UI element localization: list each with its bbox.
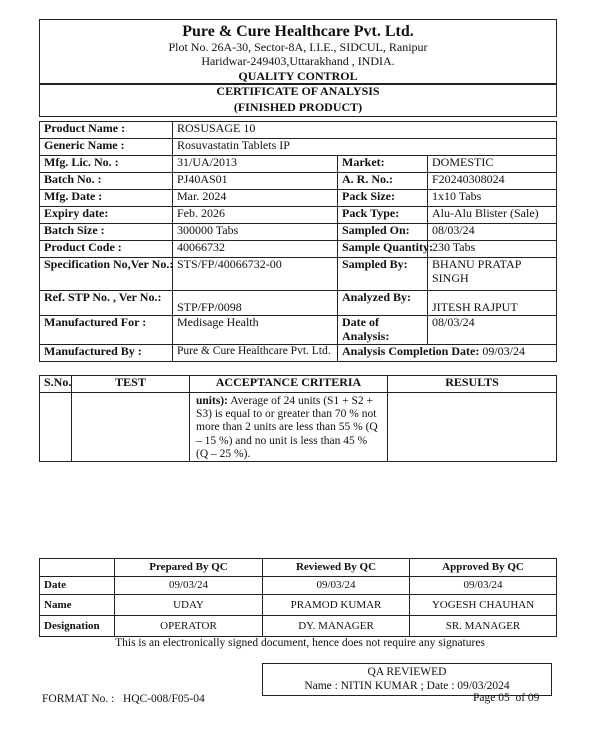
criteria-text: Average of 24 units (S1 + S2 + S3) is equal to or greater than 70 % not more than 2 units are less than 55 % (Q – 15 %) and no unit is less than 45 % (Q – 25 %). [196,395,378,460]
result-cell [388,393,557,462]
results-table [39,375,557,462]
name-label: Name [40,595,115,616]
batch-no-label: Batch No. : [40,173,173,190]
market-value: DOMESTIC [428,156,557,173]
table-row [40,241,557,258]
approved-by-header: Approved By QC [410,559,557,577]
signoff-header-blank [40,559,115,577]
batch-no-value: PJ40AS01 [173,173,338,190]
mfg-lic-value: 31/UA/2013 [173,156,338,173]
approved-date: 09/03/24 [410,577,557,595]
pack-type-value: Alu-Alu Blister (Sale) [428,207,557,224]
sampled-on-value: 08/03/24 [428,224,557,241]
pack-type-label: Pack Type: [338,207,428,224]
qa-reviewed-line: Name : NITIN KUMAR ; Date : 09/03/2024 [304,680,510,693]
date-of-analysis-label: Date of Analysis: [338,316,428,345]
format-number: FORMAT No. : HQC-008/F05-04 [42,693,205,705]
table-row [40,393,557,462]
table-row [40,316,557,345]
esign-note: This is an electronically signed document, hence does not require any signatures [115,637,485,649]
ref-stp-value: STP/FP/0098 [173,291,338,316]
col-header-criteria: ACCEPTANCE CRITERIA [190,376,388,393]
table-header-row [40,559,557,577]
completion-value: 09/03/24 [482,343,526,358]
table-row [40,122,557,139]
analyzed-by-value: JITESH RAJPUT [428,291,557,316]
designation-label: Designation [40,616,115,637]
table-row [40,207,557,224]
table-row [40,258,557,291]
reviewed-designation: DY. MANAGER [263,616,410,637]
product-name-value: ROSUSAGE 10 [173,122,557,139]
sampled-by-label: Sampled By: [338,258,428,291]
mfg-date-value: Mar. 2024 [173,190,338,207]
prepared-name: UDAY [115,595,263,616]
mfd-by-label: Manufactured By : [40,344,173,361]
col-header-sno: S.No. [40,376,72,393]
sampled-by-value: BHANU PRATAP SINGH [428,258,557,291]
date-label: Date [40,577,115,595]
table-row [40,173,557,190]
market-label: Market: [338,156,428,173]
mfg-date-label: Mfg. Date : [40,190,173,207]
approved-designation: SR. MANAGER [410,616,557,637]
prepared-designation: OPERATOR [115,616,263,637]
generic-name-value: Rosuvastatin Tablets IP [173,139,557,156]
spec-value: STS/FP/40066732-00 [173,258,338,291]
prepared-by-header: Prepared By QC [115,559,263,577]
pack-size-value: 1x10 Tabs [428,190,557,207]
table-row [40,291,557,316]
table-row [40,156,557,173]
date-of-analysis-value: 08/03/24 [428,316,557,345]
company-address-line2: Haridwar-249403,Uttarakhand , INDIA. [201,53,395,68]
company-name: Pure & Cure Healthcare Pvt. Ltd. [182,23,414,40]
mfd-for-label: Manufactured For : [40,316,173,345]
table-row [40,595,557,616]
product-code-value: 40066732 [173,241,338,258]
certificate-title-box [39,83,557,117]
expiry-label: Expiry date: [40,207,173,224]
approved-name: YOGESH CHAUHAN [410,595,557,616]
sample-qty-value: 230 Tabs [428,241,557,258]
signoff-table [39,558,557,637]
batch-size-value: 300000 Tabs [173,224,338,241]
sno-cell [40,393,72,462]
table-row [40,190,557,207]
company-address-line1: Plot No. 26A-30, Sector-8A, I.I.E., SIDCUL, Ranipur [168,40,428,54]
table-row [40,616,557,637]
product-code-label: Product Code : [40,241,173,258]
table-row [40,577,557,595]
product-info-table [39,121,557,362]
mfd-by-value: Pure & Cure Healthcare Pvt. Ltd. [173,344,338,361]
certificate-title: CERTIFICATE OF ANALYSIS [216,84,380,98]
criteria-cell [190,393,388,462]
reviewed-name: PRAMOD KUMAR [263,595,410,616]
pack-size-label: Pack Size: [338,190,428,207]
mfd-for-value: Medisage Health [173,316,338,345]
spec-label: Specification No,Ver No.: [40,258,173,291]
batch-size-label: Batch Size : [40,224,173,241]
ref-stp-label: Ref. STP No. , Ver No.: [40,291,173,316]
sampled-on-label: Sampled On: [338,224,428,241]
analyzed-by-label: Analyzed By: [338,291,428,316]
ar-no-label: A. R. No.: [338,173,428,190]
certificate-subtitle: (FINISHED PRODUCT) [233,99,363,114]
test-cell [72,393,190,462]
company-header [39,19,557,85]
completion-label: Analysis Completion Date: [342,343,480,358]
table-header-row [40,376,557,393]
completion-cell [338,344,557,361]
page-number: Page 05 of 09 [473,692,540,704]
table-row [40,224,557,241]
reviewed-by-header: Reviewed By QC [263,559,410,577]
qa-reviewed-title: QA REVIEWED [367,666,447,678]
table-row [40,344,557,361]
mfg-lic-label: Mfg. Lic. No. : [40,156,173,173]
prepared-date: 09/03/24 [115,577,263,595]
col-header-test: TEST [72,376,190,393]
criteria-bold: units): [196,395,228,407]
reviewed-date: 09/03/24 [263,577,410,595]
table-row [40,139,557,156]
sample-qty-label: Sample Quantity: [338,241,428,258]
generic-name-label: Generic Name : [40,139,173,156]
ar-no-value: F20240308024 [428,173,557,190]
department-title: QUALITY CONTROL [238,68,358,83]
product-name-label: Product Name : [40,122,173,139]
col-header-results: RESULTS [388,376,557,393]
expiry-value: Feb. 2026 [173,207,338,224]
